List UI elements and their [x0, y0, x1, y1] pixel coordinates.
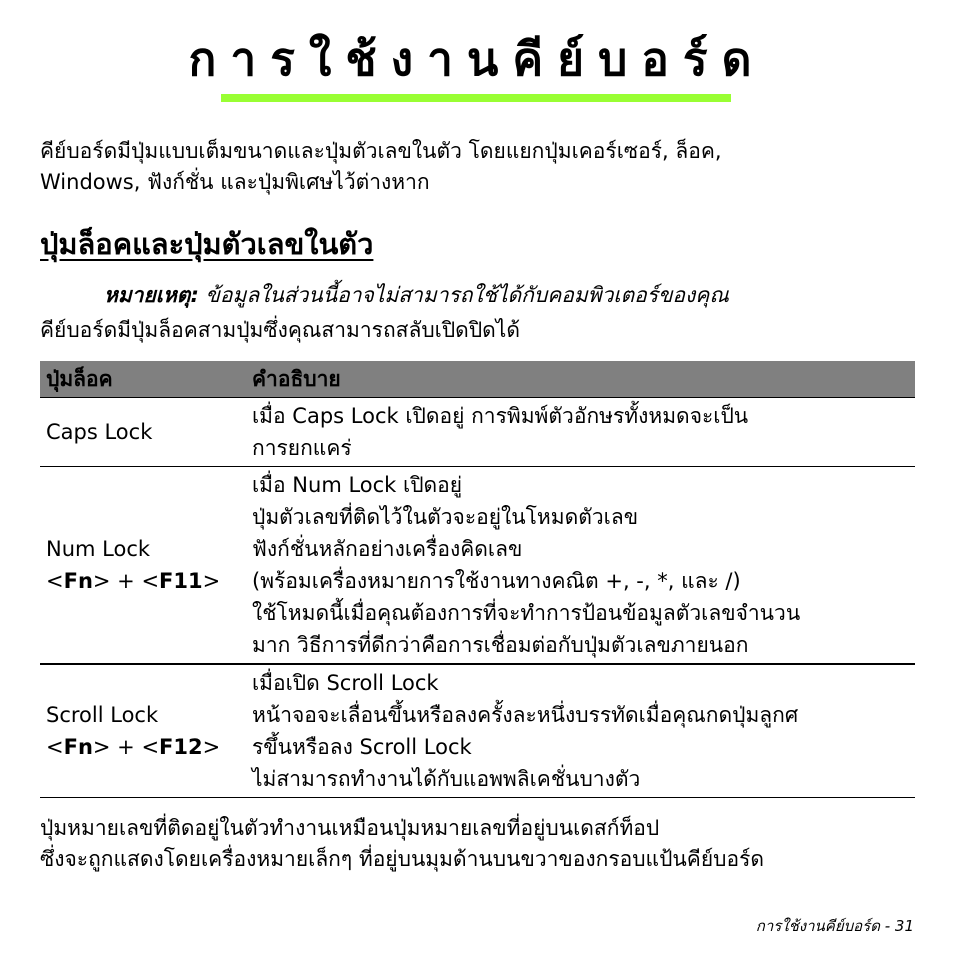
page-title: การใช้งานคีย์บอร์ด [188, 32, 766, 86]
note [104, 280, 729, 311]
desc-line: การยกแคร่ [252, 436, 352, 460]
cell-description [246, 467, 915, 665]
sub-intro: คีย์บอร์ดมีปุ่มล็อคสามปุ่มซึ่งคุณสามารถสลับเปิดปิดได้ [40, 318, 520, 342]
header-lock-key: ปุ่มล็อค [40, 361, 246, 398]
lock-keys-table [40, 361, 915, 798]
closing-line-2: ซึ่งจะถูกแสดงโดยเครื่องหมายเล็กๆ ที่อยู่บนมุมด้านบนขวาของกรอบแป้นคีย์บอร์ด [40, 847, 764, 871]
closing-line-1: ปุ่มหมายเลขที่ติดอยู่ในตัวทำงานเหมือนปุ่มหมายเลขที่อยู่บนเดสก์ท็อป [40, 816, 660, 840]
section-heading: ปุ่มล็อคและปุ่มตัวเลขในตัว [40, 227, 374, 261]
key-combo: <Fn> + <F11> [46, 569, 221, 593]
desc-line: มาก วิธีการที่ดีกว่าคือการเชื่อมต่อกับปุ่มตัวเลขภายนอก [252, 633, 749, 657]
desc-line: ปุ่มตัวเลขที่ติดไว้ในตัวจะอยู่ในโหมดตัวเลข [252, 505, 639, 529]
cell-key [40, 398, 246, 467]
header-description: คำอธิบาย [246, 361, 915, 398]
intro-paragraph [40, 136, 920, 198]
table-row-scroll-lock [40, 664, 915, 798]
page-footer: การใช้งานคีย์บอร์ด - 31 [755, 917, 914, 935]
note-label: หมายเหตุ: [104, 283, 199, 307]
key-name: Num Lock [46, 537, 151, 561]
intro-line-1: คีย์บอร์ดมีปุ่มแบบเต็มขนาดและปุ่มตัวเลขในตัว โดยแยกปุ่มเคอร์เซอร์, ล็อค, [40, 139, 722, 163]
desc-line: (พร้อมเครื่องหมายการใช้งานทางคณิต +, -, *, และ /) [252, 569, 741, 593]
table-header-row [40, 361, 915, 398]
cell-description [246, 664, 915, 798]
key-name: Caps Lock [46, 420, 153, 444]
desc-line: ฟังก์ชั่นหลักอย่างเครื่องคิดเลข [252, 537, 523, 561]
desc-line: เมื่อเปิด Scroll Lock [252, 671, 439, 695]
key-combo: <Fn> + <F12> [46, 735, 221, 759]
desc-line: เมื่อ Num Lock เปิดอยู่ [252, 473, 463, 497]
desc-line: เมื่อ Caps Lock เปิดอยู่ การพิมพ์ตัวอักษรทั้งหมดจะเป็น [252, 404, 749, 428]
closing-paragraph [40, 813, 920, 875]
intro-line-2: Windows, ฟังก์ชั่น และปุ่มพิเศษไว้ต่างหาก [40, 170, 430, 194]
cell-key [40, 664, 246, 798]
desc-line: ใช้โหมดนี้เมื่อคุณต้องการที่จะทำการป้อนข้อมูลตัวเลขจำนวน [252, 601, 801, 625]
note-text: ข้อมูลในส่วนนี้อาจไม่สามารถใช้ได้กับคอมพิวเตอร์ของคุณ [198, 283, 729, 307]
desc-line: หน้าจอจะเลื่อนขึ้นหรือลงครั้งละหนึ่งบรรทัดเมื่อคุณกดปุ่มลูกศ [252, 703, 799, 727]
cell-key [40, 467, 246, 665]
desc-line: รขึ้นหรือลง Scroll Lock [252, 735, 472, 759]
cell-description [246, 398, 915, 467]
title-underline-bar [221, 94, 731, 102]
key-name: Scroll Lock [46, 703, 159, 727]
table-row-caps-lock [40, 398, 915, 467]
table-row-num-lock [40, 467, 915, 665]
desc-line: ไม่สามารถทำงานได้กับแอพพลิเคชั่นบางตัว [252, 767, 641, 791]
